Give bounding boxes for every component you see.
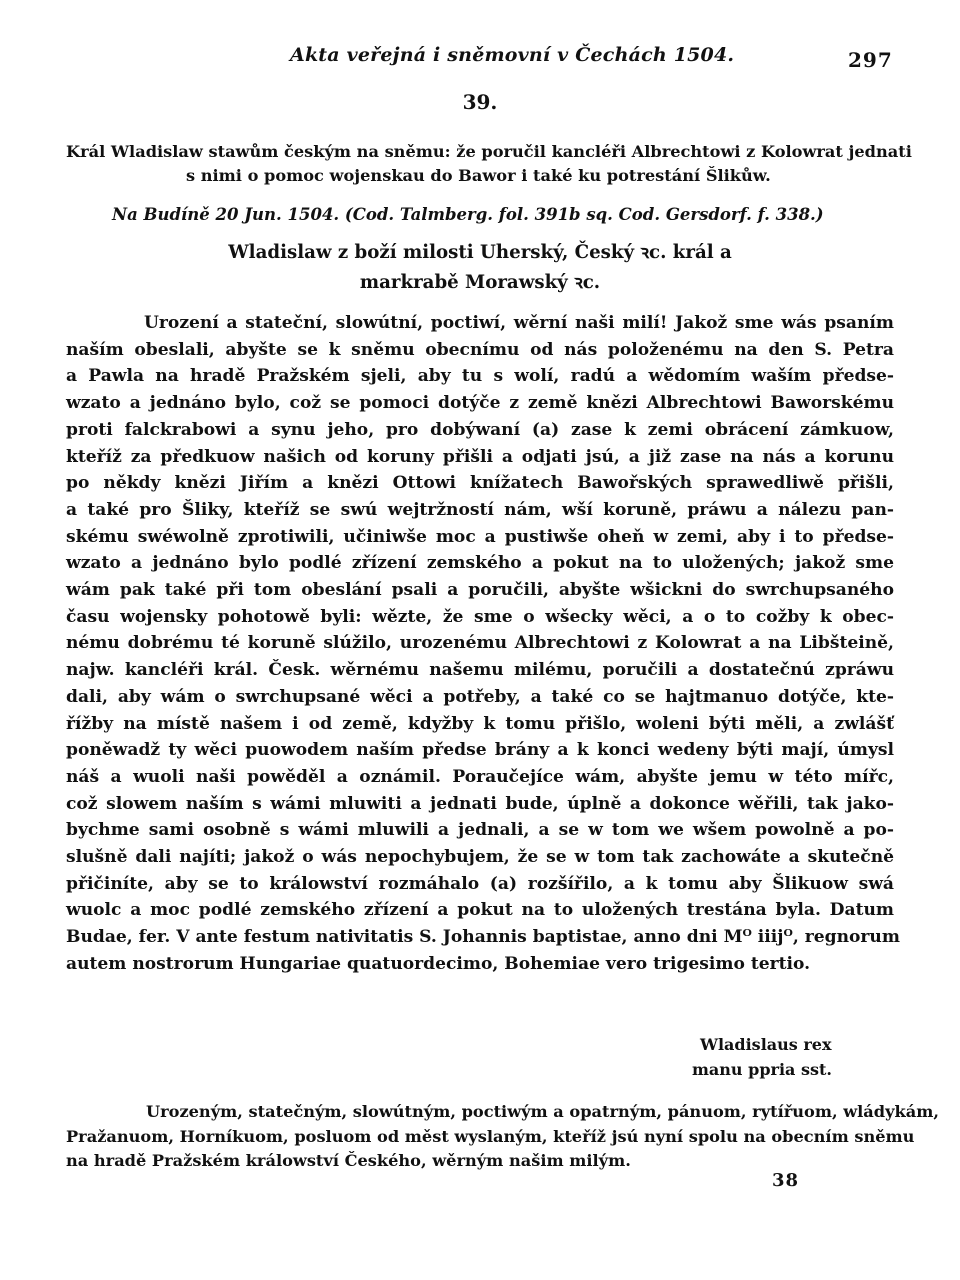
sender-heading-line: Wladislaw z boží milosti Uherský, Český ꝛc. král a <box>228 242 732 263</box>
summary-line: s nimi o pomoc wojenskau do Bawor i také ku potrestání Šlikůw. <box>186 166 771 185</box>
body-line: skému swéwolně zprotiwili, učiniwše moc a pustiwše oheň w zemi, aby i to předse- <box>66 526 894 547</box>
page-number: 297 <box>848 48 893 72</box>
body-line: Budae, fer. V ante festum nativitatis S. Johannis baptistae, anno dni Mᴼ iiijᴼ, regnorum <box>66 927 900 948</box>
address-line: na hradě Pražském králowství Českého, wěrným našim milým. <box>66 1151 631 1170</box>
body-line: dali, aby wám o swrchupsané wěci a potřeby, a také co se hajtmanuo dotýče, kte- <box>66 686 894 707</box>
document-summary <box>66 140 912 188</box>
body-line: naším obeslali, abyšte se k sněmu obecnímu od nás položenému na den S. Petra <box>66 339 894 360</box>
body-line: a také pro Šliky, kteříž se swú wejtržností nám, wší koruně, práwu a nálezu pan- <box>66 499 894 520</box>
signature-line: Wladislaus rex <box>700 1035 832 1054</box>
source-citation: Na Budíně 20 Jun. 1504. (Cod. Talmberg. fol. 391b sq. Cod. Gersdorf. f. 338.) <box>112 205 824 224</box>
body-line: což slowem naším s wámi mluwiti a jednati bude, úplně a dokonce wěřili, tak jako- <box>66 793 894 814</box>
body-line: Urození a stateční, slowútní, poctiwí, wěrní naši milí! Jakož sme wás psaním <box>144 313 894 333</box>
summary-line: Král Wladislaw stawům českým na sněmu: že poručil kancléři Albrechtowi z Kolowrat jednati <box>66 142 912 161</box>
address-line: Pražanuom, Horníkuom, posluom od měst wyslaným, kteříž jsú nyní spolu na obecním sněmu <box>66 1126 915 1146</box>
body-line: času wojensky pohotowě byli: wězte, že sme o wšecky wěci, a o to cožby k obec- <box>66 606 894 627</box>
running-title: Akta veřejná i sněmovní v Čechách 1504. <box>290 44 735 66</box>
printer-signature-mark: 38 <box>772 1170 800 1191</box>
body-line: přičiníte, aby se to králowství rozmáhalo (a) rozšířilo, a k tomu aby Šlikuow swá <box>66 873 894 894</box>
body-line: po někdy knězi Jiřím a knězi Ottowi knížatech Bawořských sprawedliwě přišli, <box>66 473 894 494</box>
body-line: wuolc a moc podlé zemského zřízení a pokut na to uložených trestána byla. Datum <box>66 900 894 921</box>
body-line: wzato a jednáno bylo, což se pomoci dotýče z země knězi Albrechtowi Baworskému <box>66 393 894 414</box>
body-line: nému dobrému té koruně slúžilo, urozenému Albrechtowi z Kolowrat a na Libšteině, <box>66 633 894 654</box>
body-line: wám pak také při tom obeslání psali a poručili, abyšte wšickni do swrchupsaného <box>66 580 894 601</box>
body-line: slušně dali najíti; jakož o wás nepochybujem, že se w tom tak zachowáte a skutečně <box>66 847 894 868</box>
letter-body <box>66 310 900 978</box>
signature-line: manu ppria sst. <box>692 1060 832 1079</box>
body-line: wzato a jednáno bylo podlé zřízení zemského a pokut na to uložených; jakož sme <box>66 553 894 574</box>
body-line: bychme sami osobně s wámi mluwili a jednali, a se w tom we wšem powolně a po- <box>66 820 894 841</box>
body-line: poněwadž ty wěci puowodem naším předse brány a k konci wedeny býti mají, úmysl <box>66 740 894 761</box>
document-number: 39. <box>462 90 498 114</box>
body-line: najw. kancléři král. Česk. wěrnému našemu milému, poručili a dostatečnú zpráwu <box>66 660 894 681</box>
body-line: řížby na místě našem i od země, kdyžby k tomu přišlo, woleni býti měli, a zwlášť <box>66 713 894 734</box>
body-line: autem nostrorum Hungariae quatuordecimo, Bohemiae vero trigesimo tertio. <box>66 953 811 974</box>
signature-block <box>692 1032 912 1082</box>
sender-heading-line: markrabě Morawský ꝛc. <box>359 272 601 293</box>
running-head <box>0 44 960 74</box>
body-line: proti falckrabowi a synu jeho, pro dobýwaní (a) zase k zemi obrácení zámkuow, <box>66 419 894 440</box>
sender-heading <box>0 238 960 298</box>
address-block <box>66 1100 939 1174</box>
body-line: náš a wuoli naši powěděl a oznámil. Poraučejíce wám, abyšte jemu w této mířc, <box>66 766 894 787</box>
body-line: kteříž za předkuow našich od koruny přišli a odjati jsú, a již zase na nás a korunu <box>66 446 894 467</box>
address-line: Urozeným, statečným, slowútným, poctiwým a opatrným, pánuom, rytířuom, wládykám, <box>146 1102 939 1121</box>
body-line: a Pawla na hradě Pražském sjeli, aby tu s wolí, radú a wědomím waším předse- <box>66 366 894 387</box>
